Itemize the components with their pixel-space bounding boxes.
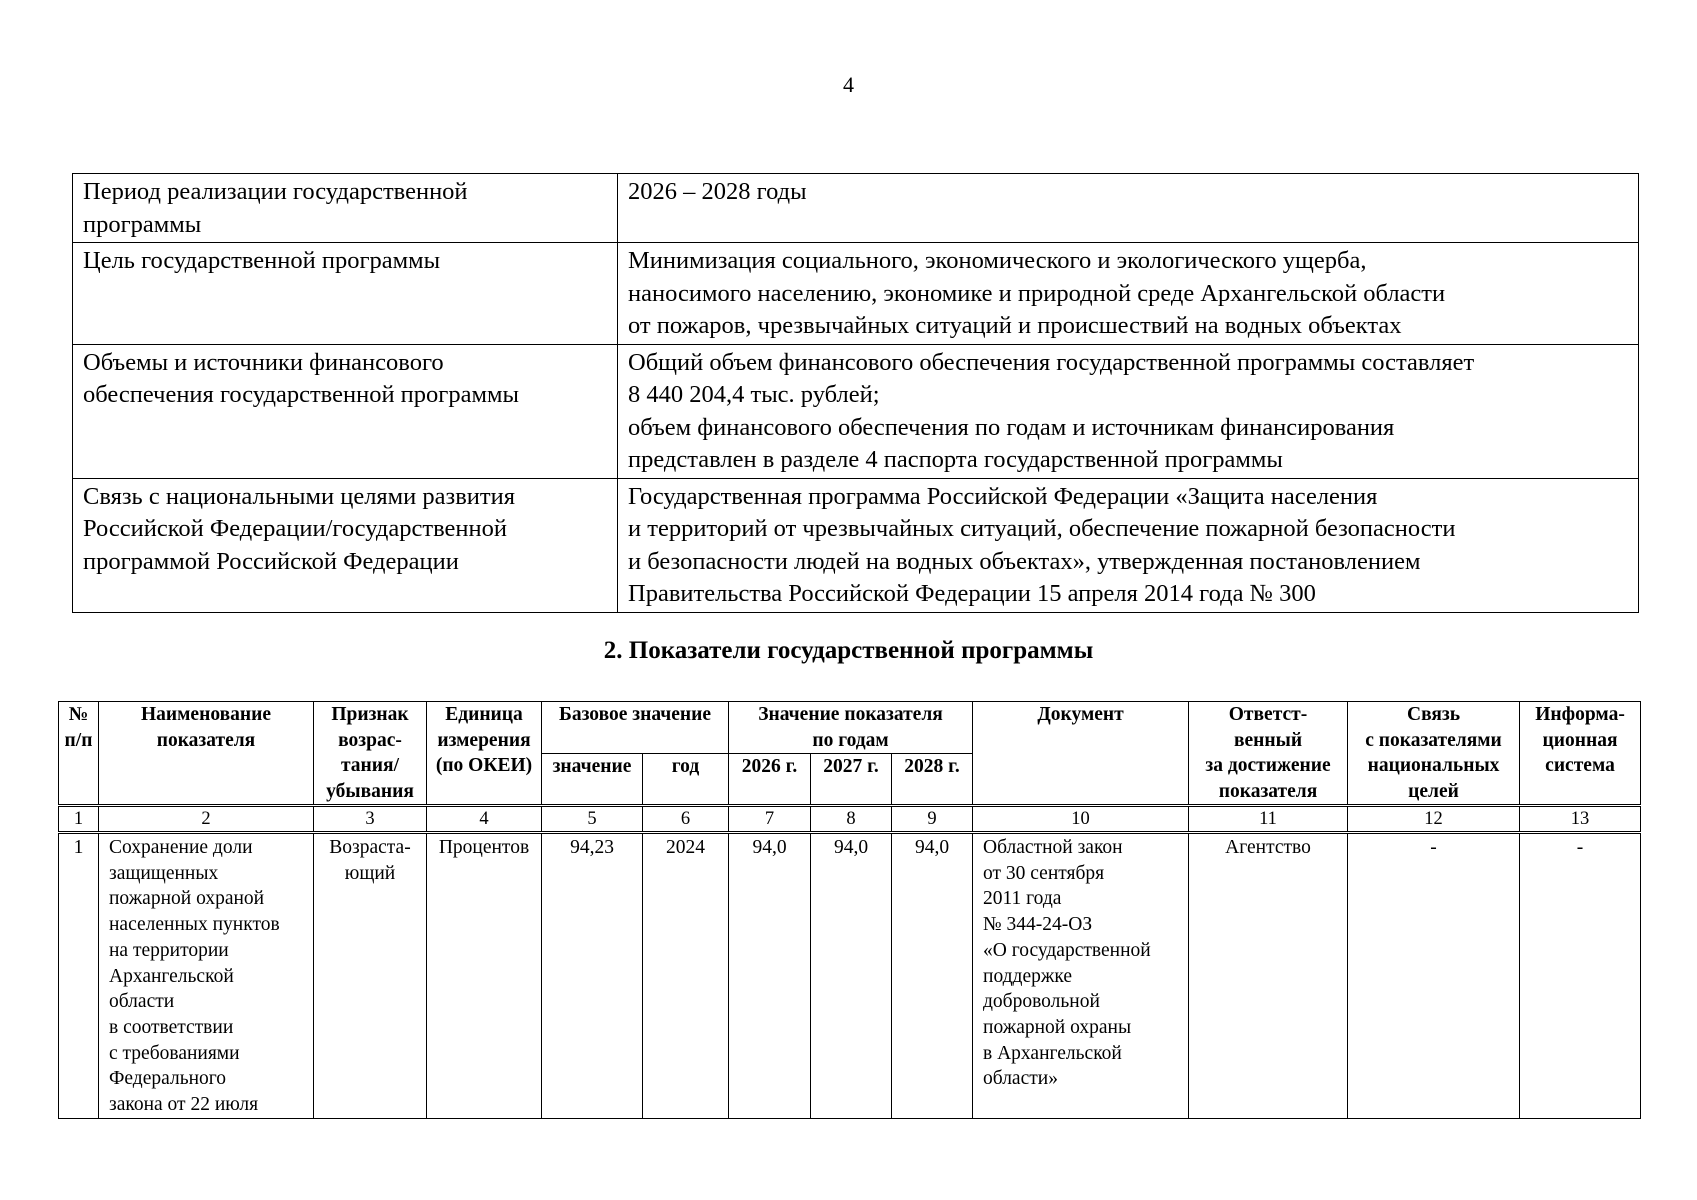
cell-document-line: области» <box>983 1068 1058 1090</box>
page-number: 4 <box>843 72 854 97</box>
passport-value <box>618 243 1639 345</box>
cell-sign-line: Возраста- <box>329 837 411 858</box>
header-line: с показателями <box>1365 729 1502 751</box>
column-numbers-row <box>59 806 1641 833</box>
cell-document-line: от 30 сентября <box>983 862 1105 884</box>
header-line: Информа- <box>1535 704 1625 725</box>
cell-name <box>99 833 314 1119</box>
passport-value-line: Государственная программа Российской Федерации «Защита населения <box>628 482 1378 510</box>
header-info <box>1520 702 1641 806</box>
column-number: 1 <box>59 806 99 833</box>
header-line: система <box>1545 755 1615 776</box>
header-line: показателя <box>156 729 256 751</box>
header-line: измерения <box>437 729 531 751</box>
cell-name-line: населенных пунктов <box>109 914 280 936</box>
passport-value-line: наносимого населению, экономике и природной среде Архангельской области <box>628 279 1446 307</box>
passport-value-line: 8 440 204,4 тыс. рублей; <box>628 381 880 408</box>
cell-document-line: Областной закон <box>983 837 1123 858</box>
cell-name-line: Архангельской <box>109 965 234 987</box>
column-number: 3 <box>314 806 427 833</box>
passport-label-line: программы <box>83 210 202 238</box>
passport-value-line: Минимизация социального, экономического и экологического ущерба, <box>628 247 1367 274</box>
passport-label <box>73 174 618 243</box>
cell-name-line: с требованиями <box>109 1042 240 1064</box>
passport-label <box>73 478 618 612</box>
cell-document <box>973 833 1189 1119</box>
header-line: целей <box>1408 780 1459 802</box>
header-line: убывания <box>326 780 414 802</box>
header-line: тания/ <box>340 755 399 776</box>
column-number: 12 <box>1348 806 1520 833</box>
passport-row <box>73 243 1639 345</box>
passport-row <box>73 478 1639 612</box>
header-line: национальных <box>1367 755 1500 776</box>
passport-label-line: обеспечения государственной программы <box>83 381 519 408</box>
passport-label-line: Связь с национальными целями развития <box>83 482 515 510</box>
passport-label <box>73 344 618 478</box>
indicators-table <box>58 701 1641 1119</box>
passport-label-line: программой Российской Федерации <box>83 547 459 575</box>
passport-value-line: и безопасности людей на водных объектах», утвержденная постановлением <box>628 547 1421 575</box>
passport-value <box>618 344 1639 478</box>
header-line: Единица <box>445 704 523 725</box>
header-line: п/п <box>64 729 93 751</box>
header-line: ционная <box>1542 729 1618 751</box>
column-number: 6 <box>643 806 729 833</box>
header-line: (по ОКЕИ) <box>435 755 533 776</box>
header-line: Признак <box>331 704 409 725</box>
header-line: Наименование <box>141 704 271 725</box>
cell-document-line: в Архангельской <box>983 1042 1122 1064</box>
column-number: 13 <box>1520 806 1641 833</box>
column-number: 5 <box>542 806 643 833</box>
header-line: показателя <box>1218 780 1318 802</box>
table-row <box>59 833 1641 1119</box>
cell-name-line: в соответствии <box>109 1016 234 1038</box>
header-base-value: значение <box>542 754 643 806</box>
header-name <box>99 702 314 806</box>
header-unit <box>427 702 542 806</box>
cell-responsible: Агентство <box>1189 833 1348 1119</box>
header-link <box>1348 702 1520 806</box>
column-number: 8 <box>811 806 892 833</box>
header-values <box>729 702 973 754</box>
header-num <box>59 702 99 806</box>
passport-value <box>618 478 1639 612</box>
header-responsible <box>1189 702 1348 806</box>
cell-unit: Процентов <box>427 833 542 1119</box>
cell-base-year: 2024 <box>643 833 729 1119</box>
header-y2027: 2027 г. <box>811 754 892 806</box>
cell-y2027: 94,0 <box>811 833 892 1119</box>
passport-label-line: Объемы и источники финансового <box>83 348 444 376</box>
column-number: 2 <box>99 806 314 833</box>
cell-info: - <box>1520 833 1641 1119</box>
cell-name-line: на территории <box>109 939 229 961</box>
cell-y2026: 94,0 <box>729 833 811 1119</box>
cell-document-line: поддержке <box>983 965 1073 987</box>
header-line: по годам <box>812 729 889 751</box>
header-base-year: год <box>643 754 729 806</box>
cell-sign <box>314 833 427 1119</box>
section-title: 2. Показатели государственной программы <box>603 637 1094 664</box>
cell-name-line: области <box>109 991 175 1013</box>
cell-name-line: Сохранение доли <box>109 837 253 858</box>
header-line: за достижение <box>1205 755 1331 776</box>
column-number: 11 <box>1189 806 1348 833</box>
passport-label-line: Российской Федерации/государственной <box>83 515 507 542</box>
header-line: Ответст- <box>1228 704 1308 725</box>
cell-sign-line: ющий <box>344 862 396 884</box>
header-line: возрас- <box>338 729 402 751</box>
cell-num: 1 <box>59 833 99 1119</box>
cell-document-line: 2011 года <box>983 888 1062 910</box>
passport-value-line: 2026 – 2028 годы <box>628 178 807 205</box>
passport-value-line: представлен в разделе 4 паспорта государственной программы <box>628 446 1283 473</box>
passport-label <box>73 243 618 345</box>
cell-document-line: пожарной охраны <box>983 1016 1132 1038</box>
header-y2028: 2028 г. <box>892 754 973 806</box>
passport-table <box>72 173 1639 613</box>
passport-value-line: и территорий от чрезвычайных ситуаций, обеспечение пожарной безопасности <box>628 515 1456 542</box>
passport-row <box>73 174 1639 243</box>
header-y2026: 2026 г. <box>729 754 811 806</box>
column-number: 10 <box>973 806 1189 833</box>
passport-value-line: объем финансового обеспечения по годам и источникам финансирования <box>628 413 1395 441</box>
cell-document-line: № 344-24-ОЗ <box>983 914 1093 936</box>
header-line: Значение показателя <box>758 704 943 725</box>
passport-row <box>73 344 1639 478</box>
cell-name-line: пожарной охраной <box>109 888 265 910</box>
column-number: 7 <box>729 806 811 833</box>
passport-label-line: Цель государственной программы <box>83 247 441 274</box>
cell-y2028: 94,0 <box>892 833 973 1119</box>
header-base: Базовое значение <box>542 702 729 754</box>
column-number: 9 <box>892 806 973 833</box>
cell-link: - <box>1348 833 1520 1119</box>
cell-name-line: защищенных <box>109 862 219 884</box>
column-number: 4 <box>427 806 542 833</box>
cell-name-line: Федерального <box>109 1068 227 1090</box>
header-sign <box>314 702 427 806</box>
header-document: Документ <box>973 702 1189 806</box>
header-line: № <box>68 704 89 725</box>
header-line: венный <box>1233 729 1303 751</box>
passport-value-line: от пожаров, чрезвычайных ситуаций и происшествий на водных объектах <box>628 312 1402 339</box>
header-line: Связь <box>1406 704 1461 725</box>
cell-base-value: 94,23 <box>542 833 643 1119</box>
passport-label-line: Период реализации государственной <box>83 178 468 205</box>
cell-document-line: «О государственной <box>983 939 1151 961</box>
cell-document-line: добровольной <box>983 991 1100 1013</box>
cell-name-line: закона от 22 июля <box>109 1094 259 1116</box>
passport-value-line: Правительства Российской Федерации 15 апреля 2014 года № 300 <box>628 580 1316 607</box>
passport-value-line: Общий объем финансового обеспечения государственной программы составляет <box>628 348 1475 376</box>
passport-value <box>618 174 1639 243</box>
